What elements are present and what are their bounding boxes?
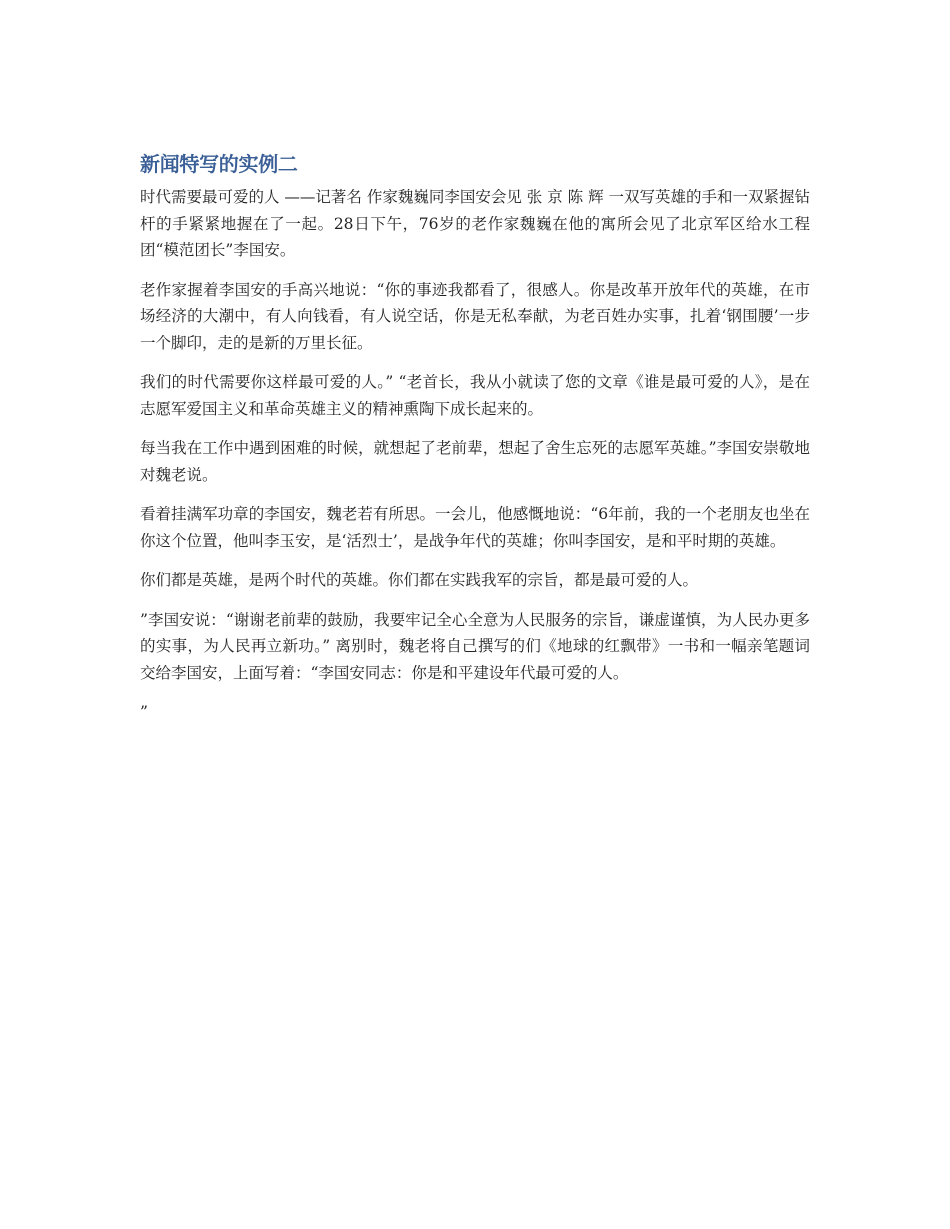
paragraph-4: 每当我在工作中遇到困难的时候，就想起了老前辈，想起了舍生忘死的志愿军英雄。”李国安崇敬地对魏老说。 (140, 439, 810, 484)
document-title: 新闻特写的实例二 (140, 152, 298, 176)
paragraph-3: 我们的时代需要你这样最可爱的人。” “老首长，我从小就读了您的文章《谁是最可爱的人》，是在志愿军爱国主义和革命英雄主义的精神熏陶下成长起来的。 (140, 373, 810, 418)
paragraph-1: 时代需要最可爱的人 ——记著名 作家魏巍同李国安会见 张 京 陈 辉 一双写英雄的手和一双紧握钻杆的手紧紧地握在了一起。28日下午，76岁的老作家魏巍在他的寓所会见了北京军区给水工程团“模范团长”李国安。 (140, 188, 810, 259)
paragraph-2: 老作家握着李国安的手高兴地说：“你的事迹我都看了，很感人。你是改革开放年代的英雄，在市场经济的大潮中，有人向钱看，有人说空话，你是无私奉献，为老百姓办实事，扎着‘钢围腰’一步一个脚印，走的是新的万里长征。 (140, 280, 810, 352)
paragraph-5: 看着挂满军功章的李国安，魏老若有所思。一会儿，他感慨地说：“6年前，我的一个老朋友也坐在你这个位置，他叫李玉安，是‘活烈士’，是战争年代的英雄；你叫李国安，是和平时期的英雄。 (140, 505, 810, 550)
document-page (140, 148, 810, 739)
paragraph-8: ” (140, 703, 148, 721)
paragraph-7: ”李国安说：“谢谢老前辈的鼓励，我要牢记全心全意为人民服务的宗旨，谦虚谨慎，为人民办更多的实事，为人民再立新功。” 离别时，魏老将自己撰写的们《地球的红飘带》一书和一幅亲笔题词交给李国安，上面写着：“李国安同志：你是和平建设年代最可爱的人。 (140, 610, 810, 682)
paragraph-6: 你们都是英雄，是两个时代的英雄。你们都在实践我军的宗旨，都是最可爱的人。 (140, 571, 699, 589)
